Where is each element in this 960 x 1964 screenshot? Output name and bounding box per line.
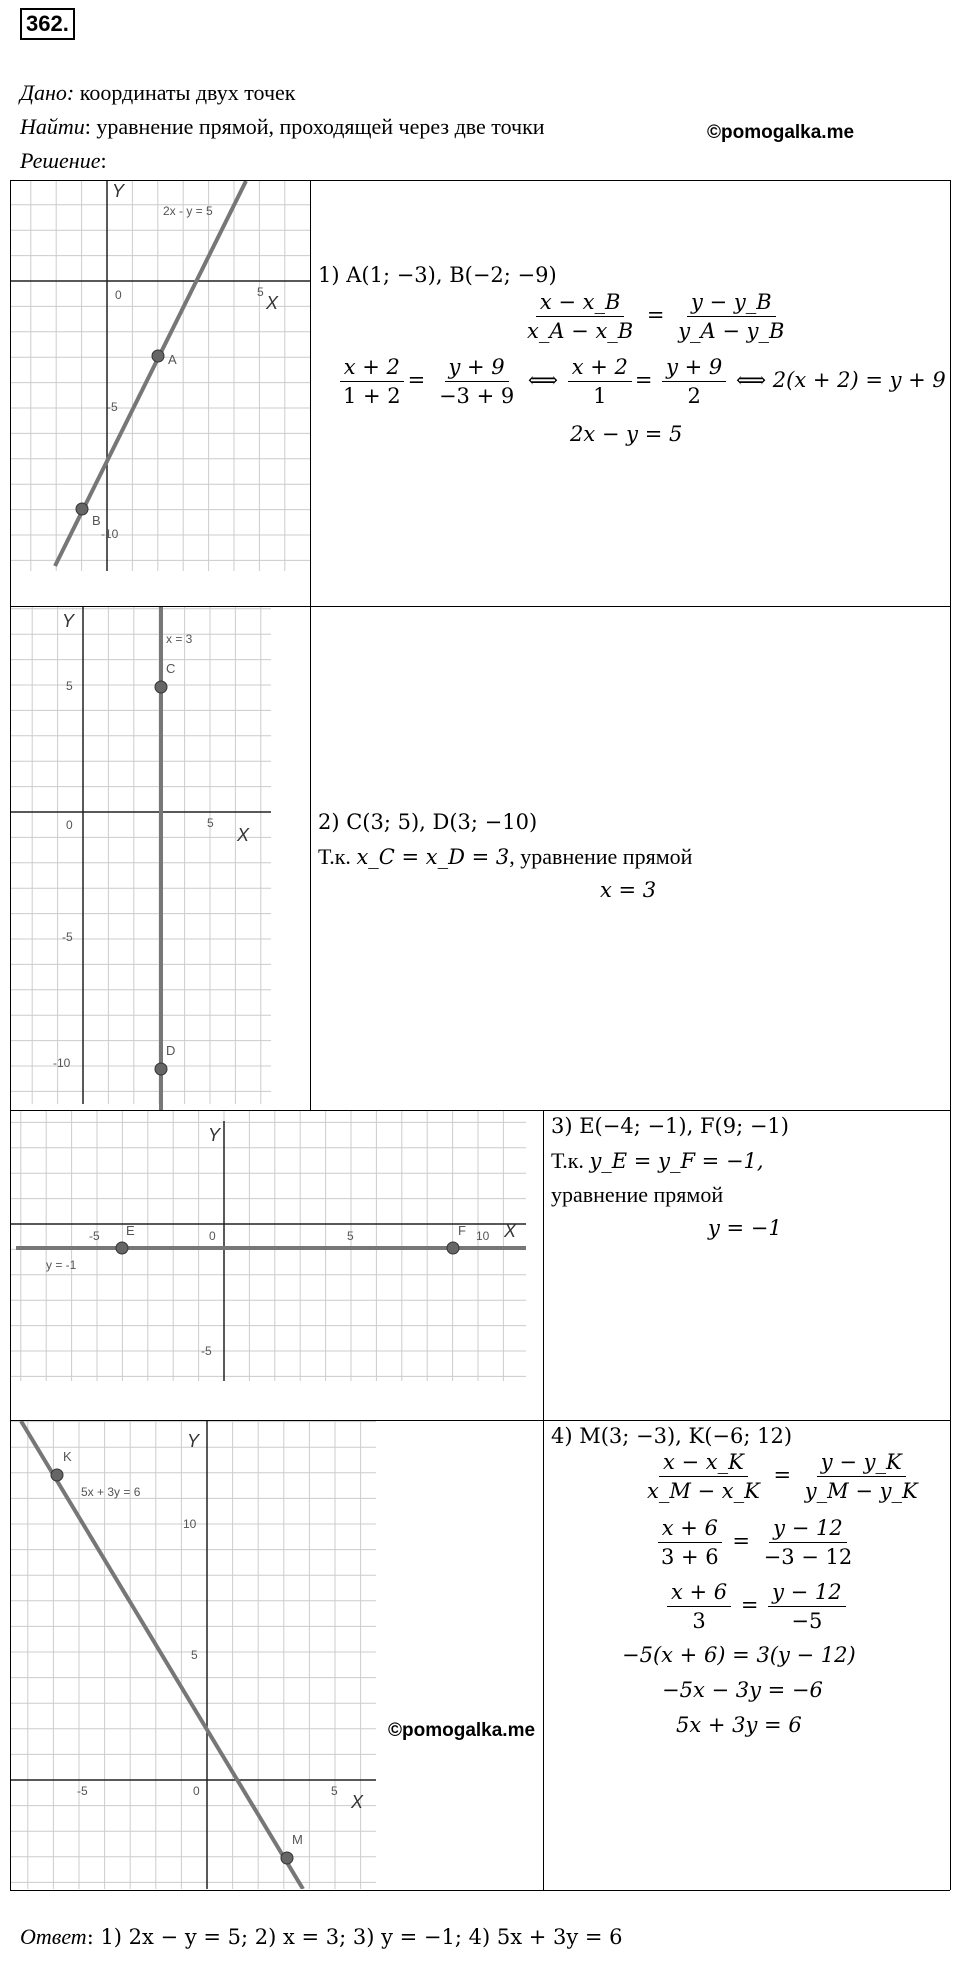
answer-text: : 1) 2x − y = 5; 2) x = 3; 3) y = −1; 4) 5x + 3y = 6 [86, 1925, 623, 1949]
given-label: Дано: [20, 80, 75, 105]
reason-prefix: Т.к. [318, 844, 357, 869]
tick-y-m10: -10 [53, 1056, 71, 1070]
point-b-label: B [92, 513, 101, 528]
tick-y-m10: -10 [101, 527, 119, 541]
fraction-denominator: −5 [791, 1609, 823, 1633]
fraction-denominator: x_A − x_B [527, 319, 634, 343]
fraction-denominator: y_A − y_B [678, 319, 785, 343]
case-4-simplified: $\frac{x + 6}{3}$ = $\frac{y - 12}{-5}$ [664, 1580, 849, 1633]
case-1-result: 2x − y = 5 [570, 422, 683, 446]
point-e [116, 1242, 128, 1254]
fraction-numerator: x − x_B [536, 290, 625, 317]
reason-math: y_E = y_F = −1, [589, 1149, 764, 1173]
point-k-label: K [63, 1449, 72, 1464]
axis-x-label: X [266, 293, 279, 313]
tick-x5: 5 [347, 1229, 354, 1243]
fraction-numerator: y − y_K [817, 1450, 906, 1477]
graph-1 [11, 181, 310, 606]
case-2-reason [318, 844, 692, 870]
point-f [447, 1242, 459, 1254]
point-d [155, 1063, 167, 1075]
answer-line [20, 1924, 623, 1950]
tick-y5: 5 [191, 1648, 198, 1662]
given-text: координаты двух точек [74, 80, 296, 105]
tick-origin: 0 [66, 818, 73, 832]
point-a [152, 350, 164, 362]
fraction-denominator: 3 [692, 1609, 706, 1633]
reason-math: x_C = x_D = 3 [356, 845, 510, 869]
answer-label: Ответ [20, 1924, 87, 1949]
fraction-denominator: 1 + 2 [343, 384, 401, 408]
axis-y-label: Y [208, 1125, 221, 1145]
point-m-label: M [292, 1832, 303, 1847]
point-f-label: F [458, 1223, 466, 1238]
case-4-step4: −5(x + 6) = 3(y − 12) [622, 1643, 856, 1667]
equation-tail: 2(x + 2) = y + 9 [772, 368, 946, 392]
line-equation-label: 2x - y = 5 [163, 204, 213, 218]
tick-x5: 5 [257, 285, 264, 299]
case-4-substitution: $\frac{x + 6}{3 + 6}$ = $\frac{y - 12}{-3 - 12}$ [654, 1516, 859, 1569]
axis-y-label: Y [62, 611, 75, 631]
line-equation-label: y = -1 [46, 1258, 77, 1272]
find-text: : уравнение прямой, проходящей через две точки [84, 114, 545, 139]
axis-x-label: X [504, 1221, 517, 1241]
point-a-label: A [168, 352, 177, 367]
find-line [20, 114, 545, 140]
solution-label: Решение [20, 148, 101, 173]
fraction-numerator: y − 12 [769, 1516, 847, 1543]
point-k [51, 1469, 63, 1481]
case-1-substitution: $\frac{x + 2}{1 + 2}$ = $\frac{y + 9}{-3 + 9}$ ⟺ $\frac{x + 2}{1}$ = $\frac{y + 9}{2}$ ⟺ 2(x + 2) = y + 9 [336, 355, 946, 408]
tick-x5: 5 [331, 1784, 338, 1798]
fraction-numerator: x − x_K [659, 1450, 748, 1477]
point-d-label: D [166, 1043, 176, 1058]
problem-number: 362. [20, 8, 75, 40]
fraction-numerator: x + 2 [568, 355, 632, 382]
fraction-numerator: x + 2 [340, 355, 404, 382]
case-1-heading-text: 1) A(1; −3), B(−2; −9) [318, 263, 557, 287]
axis-y-label: Y [112, 181, 125, 201]
case-3-result: y = −1 [708, 1216, 782, 1240]
fraction-denominator: y_M − y_K [804, 1479, 918, 1503]
fraction-numerator: y − 12 [768, 1580, 846, 1607]
fraction-numerator: x + 6 [667, 1580, 731, 1607]
graph-4 [11, 1421, 381, 1889]
tick-y-m5: -5 [62, 930, 73, 944]
tick-y-m5: -5 [201, 1344, 212, 1358]
fraction-numerator: y − y_B [687, 290, 776, 317]
find-label: Найти [20, 114, 85, 139]
reason-suffix: , уравнение прямой [509, 844, 693, 869]
fraction-numerator: y + 9 [662, 355, 726, 382]
case-4-result: 5x + 3y = 6 [676, 1713, 802, 1737]
axis-x-label: X [351, 1792, 364, 1812]
axis-x-label: X [237, 825, 250, 845]
tick-origin: 0 [115, 288, 122, 302]
tick-x-m5: -5 [89, 1229, 100, 1243]
tick-y5: 5 [66, 679, 73, 693]
tick-origin: 0 [193, 1784, 200, 1798]
point-c [155, 681, 167, 693]
fraction-denominator: −3 + 9 [438, 384, 515, 408]
fraction-denominator: 1 [593, 384, 607, 408]
tick-x10: 10 [476, 1229, 490, 1243]
case-3-heading: 3) E(−4; −1), F(9; −1) [551, 1114, 789, 1138]
case-4-step5: −5x − 3y = −6 [662, 1678, 823, 1702]
graph-2 [11, 607, 310, 1110]
graph-3 [11, 1111, 543, 1420]
axis-y-label: Y [187, 1431, 200, 1451]
case-4-general-formula: $\frac{x - x\_K}{x\_M - x\_K}$ = $\frac{y - y\_K}{y\_M - y\_K}$ [640, 1450, 925, 1503]
fraction-denominator: 3 + 6 [661, 1545, 719, 1569]
point-e-label: E [126, 1223, 135, 1238]
fraction-numerator: y + 9 [445, 355, 509, 382]
given-line [20, 80, 295, 106]
tick-y10: 10 [183, 1517, 197, 1531]
line-5x-3y-6 [21, 1421, 303, 1889]
reason-prefix: Т.к. [551, 1148, 590, 1173]
case-2-heading: 2) C(3; 5), D(3; −10) [318, 810, 538, 834]
tick-y-m5: -5 [107, 400, 118, 414]
case-3-reason-line2: уравнение прямой [551, 1182, 724, 1207]
case-3-reason [551, 1148, 764, 1174]
solution-colon: : [100, 148, 107, 173]
fraction-numerator: x + 6 [658, 1516, 722, 1543]
line-equation-label: x = 3 [166, 632, 193, 646]
case-1-general-formula: $\frac{x - x\_B}{x\_A - x\_B}$ = $\frac{y - y\_B}{y\_A - y\_B}$ [520, 290, 791, 343]
tick-x-m5: -5 [77, 1784, 88, 1798]
case-2-result: x = 3 [600, 878, 657, 902]
fraction-denominator: −3 − 12 [763, 1545, 853, 1569]
tick-origin: 0 [209, 1229, 216, 1243]
point-c-label: C [166, 661, 176, 676]
case-1-heading [318, 262, 557, 288]
fraction-denominator: x_M − x_K [647, 1479, 760, 1503]
point-m [281, 1852, 293, 1864]
solution-line [20, 148, 107, 174]
watermark-top: ©pomogalka.me [707, 122, 855, 143]
tick-x5: 5 [207, 816, 214, 830]
watermark-middle: ©pomogalka.me [388, 1720, 536, 1741]
line-equation-label: 5x + 3y = 6 [81, 1485, 141, 1499]
point-b [76, 503, 88, 515]
case-4-heading: 4) M(3; −3), K(−6; 12) [551, 1424, 793, 1448]
fraction-denominator: 2 [687, 384, 701, 408]
